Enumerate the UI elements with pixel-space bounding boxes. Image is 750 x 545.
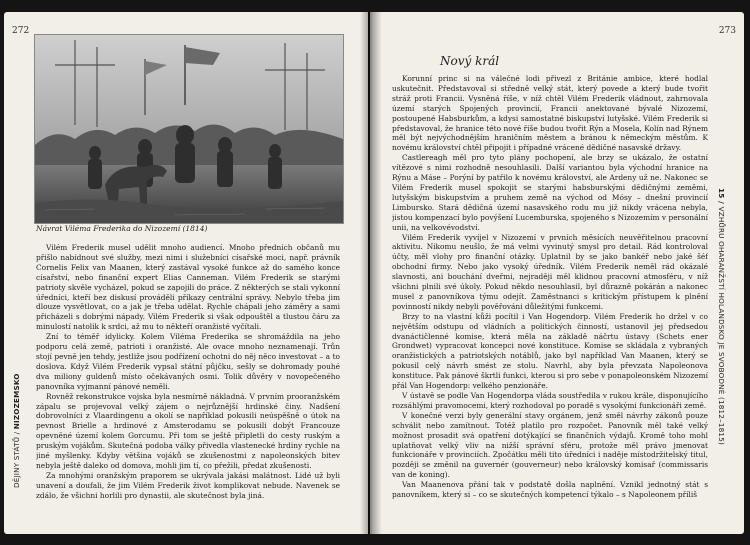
historical-illustration [34, 34, 344, 224]
paragraph: V ústavě se podle Van Hogendorpa vláda soustředila v rukou krále, disponujícího rozsáhlými pravomocemi, který rozhodoval po poradě s vysokými funkcionáři země. [392, 391, 708, 410]
running-header-series: DĚJINY STÁTŮ / [12, 429, 21, 488]
right-running-header [717, 188, 726, 445]
right-page [370, 12, 744, 534]
paragraph: V konečné verzi byly generální stavy orgánem, jenž směl návrhy zákonů pouze schválit nebo zamítnout. Totéž platilo pro rozpočet. Panovník měl také velký možnost prosadit svá opatření dotýkající se finančních výdajů. Kromě toho mohl uplatňovat velký vliv na nižší správní sféru, protože měl právo jmenovat funkcionáře v provinciích. Zpočátku měli tito úředníci i naděje místodržitelský titul, později se změnil na guvernér (gouverneur) nebo královský komisař (commissaris van de koning). [392, 410, 708, 480]
illustration-caption: Návrat Viléma Frederika do Nizozemí (1814) [36, 224, 208, 233]
paragraph: Vilém Frederik musel udělit mnoho audiencí. Mnoho předních občanů mu přišlo nabídnout své služby, mezi nimi i služebníci císařské moci, např. právník Cornelis Felix van Maanen, který zastával vysoké funkce až do samého konce císařství, nebo finanční expert Elias Canneman. Vilém Frederik se starými patrioty skvěle vycházel, pokud se zapojili do práce. Z některých se stali vykonní úředníci, kteří bez diskusí prováděli příkazy centrální správy. Nebylo třeba jim dlouze vysvětlovat, co a jak je třeba udělat. Rychle chápali jeho záměry a sami přicházeli s dobrými nápady. Vilém Frederik si však odpouštěl a tlustou čáru za minulostí natolik k srdci, až mu to někteří oranžisté vyčítali. [36, 243, 340, 332]
paragraph: Korunní princ si na válečné lodi přivezl z Británie ambice, které hodlal uskutečnit. Představoval si středně velký stát, který povede a který bude tvořit stráž proti Francii. Vysněná říše, v níž chtěl Vilém Frederik vládnout, zahrnovala území starých Spojených provincií, Francii anektované bývalé Nizozemí, postoupené Habsburkům, a kdysi samostatné biskupství lutyšské. Vilém Frederik si představoval, že hranice této nové říše budou tvořit Rýn a Mosela, Kolín nad Rýnem měl být nejvýchodnějším hraničním městem a bránou k německým městům. K novému království chtěl připojit i případné vrácené dědičné nasavské državy. [392, 74, 708, 153]
illustration-image [35, 35, 343, 223]
running-header-chapter-number: 15 / [717, 188, 726, 207]
paragraph: Za mnohými oranžským praporem se ukrývala jakási malátnost. Lidé už byli unavení a doufali, že jim Vilém Frederik život komplikovat nebude. Navenek se zdálo, že všichni horlili pro dynastii, ale skutečnost byla jiná. [36, 470, 340, 500]
left-page-number: 272 [12, 26, 30, 36]
chapter-title: Nový král [440, 54, 500, 68]
right-body-text [392, 74, 708, 526]
left-running-header [12, 373, 21, 488]
paragraph: Rovněž rekonstrukce vojska byla nesmírně nákladná. V prvním prooranžském zápalu se projevoval velký zájem o nejrůznější hrdinské činy. Nadšení dobrovolníci z Vlaardingenu a okolí se například pokusili neúspěšně o útok na pevnost Brielle a hrdinové z Amsterodamu se pokusili dobýt Francouze opevněné území kolem Gorcumu. Při tom se ještě připletli do cesty ruským a pruským vojákům. Skutečná podoba války přivedla vlastenecké hrdiny rychle na jiné myšlenky. Kdyby většina vojáků se zkušenostmi z napoleonských bitev nebyla ještě daleko od domova, mohli jim tí, co přežili, předat zkušenosti. [36, 391, 340, 470]
right-page-number: 273 [718, 26, 736, 36]
left-body-text [36, 243, 340, 525]
paragraph: Castlereagh měl pro tyto plány pochopení, ale brzy se ukázalo, že ostatní vítězové s nimi rozhodně nesouhlasili. Další variantou byla východní hranice na Rýnu a Máse – Porýní by patřilo k novému království, ale Ardeny už ne. Nakonec se Vilém Frederik musel spokojit se starými habsburskými dědičnými zeměmi, lutyšským biskupstvím a pruhem země na východ od Mósy – dnešní provincií Limbursko. Stará dědičná území nasavského rodu mu již nikdy vrácena nebyla, jistou kompenzací bylo povýšení Lucemburska, spojeného s Nizozemím v personální unii, na velkovévodství. [392, 153, 708, 232]
left-page [4, 12, 368, 534]
paragraph: Van Maanenova přání tak v podstatě došla naplnění. Vznikl jednotný stát s panovníkem, který si – co se skutečných kompetencí týkalo – s Napoleonem příliš [392, 480, 708, 500]
running-header-country: NIZOZEMSKO [12, 373, 21, 430]
paragraph: Vilém Frederik vyvíjel v Nizozemí v prvních měsících neuvěřitelnou pracovní aktivitu. Nikomu neušlo, že má velmi vyvinutý smysl pro detail. Rád kontroloval účty, měl vlohy pro finanční otázky. Uplatnil by se jako bankéř nebo jaké šéf obchodní firmy. Nebo jako vysoký úředník. Vilém Frederik neměl rád okázalé slavnosti, ani bouchání dveřmi, nejraději měl klidnou pracovní atmosféru, v níž všichni plnili své úkoly. Pokud někdo nesouhlasil, byl důrazně pokárán a nakonec musel z panovníkova týmu odejít. Zaměstnanci s kritickým přístupem k plnění povinností nikdy nebyli pověřováni důležitými funkcemi. [392, 232, 708, 311]
running-header-chapter-title: VZHŮRU OHARANŽSTÍ HOLANDSKO JE SVOBODNÉ (1812–1815) [717, 206, 726, 445]
paragraph: Brzy to na vlastní kůži pocítil i Van Hogendorp. Vilém Frederik ho držel v co největším odstupu od vládních a politických činností, ustanovil jej předsedou dvanáctičlenné komise, která měla na základě náčrtu ústavy (Schets ener Grondwet) vypracovat koncepci nové konstituce. Komise se skládala z vybraných oranžistických a patriotských notáblů, jako byl například Van Maanen, který se pokusil celý návrh smést ze stolu. Navrhl, aby byla převzata Napoleonova konstituce. Pak pánové škrtli funkci, kterou si pro sebe v ponapoleonském Nizozemí přál Van Hogendorp: velkého penzionáře. [392, 311, 708, 391]
paragraph: Zní to téměř idylicky. Kolem Viléma Frederika se shromáždila na jeho podporu celá země, patrioti i oranžisté. Ale ovace mnoho neznamenají. Trůn stojí pevně jen tehdy, jestliže jsou podřízení ochotni do něj něco investovat – a to doslova. Když Vilém Frederik vypsal státní půjčku, sešly se dohromady pouhé dva miliony guldenů místo očekávaných osmi. Tolik důvěry v novopečeného panovníka vyjmanní pánové neměli. [36, 332, 340, 391]
